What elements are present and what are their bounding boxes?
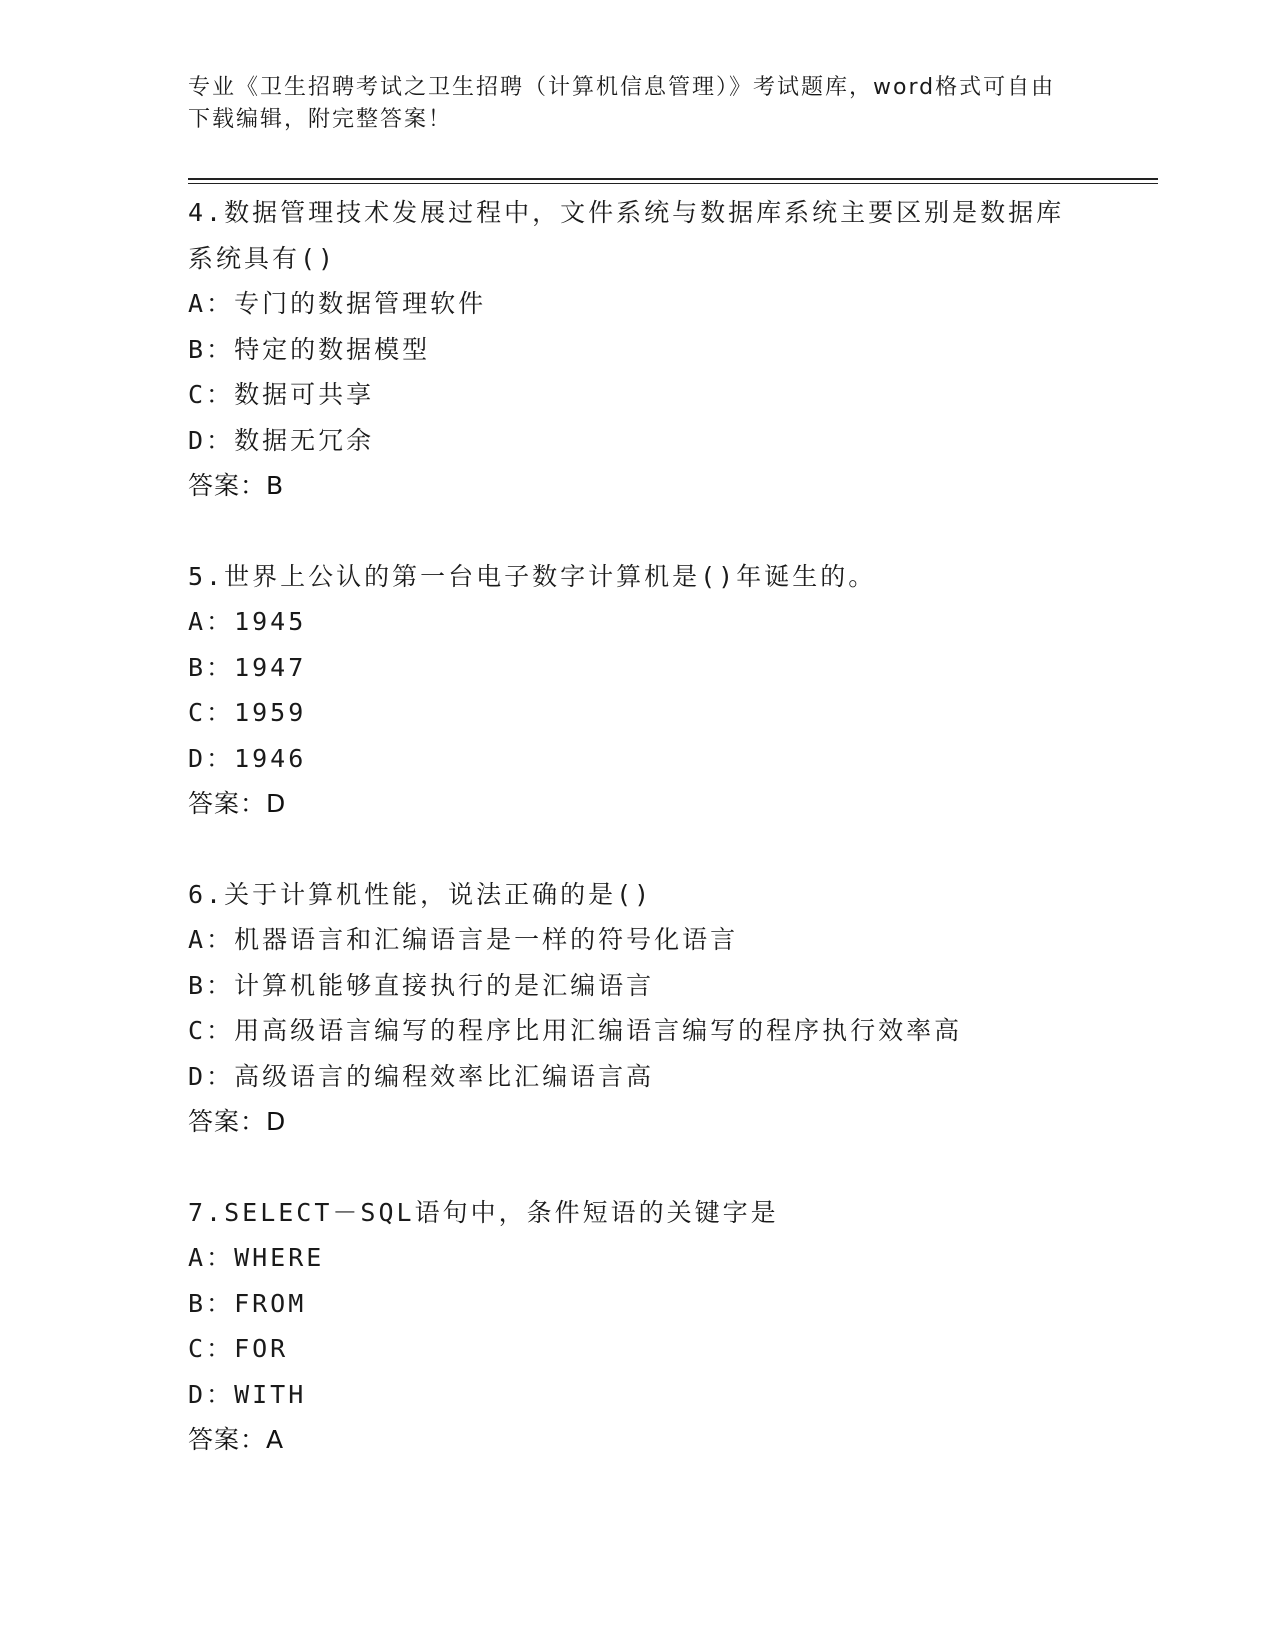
option-key: B： (188, 1288, 235, 1318)
option-key: B： (188, 334, 235, 364)
question-stem: 4.数据管理技术发展过程中，文件系统与数据库系统主要区别是数据库系统具有() (188, 198, 1065, 273)
question-stem: 6.关于计算机性能，说法正确的是() (188, 879, 653, 909)
option-key: C： (188, 1016, 235, 1045)
option-key: B： (188, 970, 235, 1000)
option-a (188, 917, 1088, 963)
answer-line (188, 1417, 1088, 1463)
option-d (188, 736, 1088, 782)
option-text: 1947 (234, 652, 307, 682)
question-list (188, 190, 1088, 1508)
option-b (188, 327, 1088, 373)
option-c (188, 1326, 1088, 1372)
option-text: 1959 (234, 698, 307, 727)
option-text: 数据可共享 (234, 380, 375, 409)
question-4 (188, 190, 1088, 509)
option-text: 专门的数据管理软件 (234, 289, 487, 318)
option-text: FROM (234, 1288, 307, 1318)
option-text: 用高级语言编写的程序比用汇编语言编写的程序执行效率高 (234, 1016, 963, 1045)
option-key: D： (188, 743, 235, 773)
option-b (188, 645, 1088, 691)
answer-label: 答案： (188, 1425, 267, 1454)
option-key: C： (188, 1334, 235, 1363)
option-key: C： (188, 380, 235, 409)
answer-value: B (266, 471, 285, 500)
answer-line (188, 463, 1088, 509)
option-text: 特定的数据模型 (234, 334, 431, 364)
option-text: FOR (234, 1334, 289, 1363)
header-divider-thin (188, 183, 1158, 184)
answer-value: A (266, 1425, 285, 1454)
header-note: 专业《卫生招聘考试之卫生招聘（计算机信息管理）》考试题库，word格式可自由下载编辑，附完整答案！ (188, 75, 1056, 132)
header-divider-thick (188, 178, 1158, 180)
question-stem: 5.世界上公认的第一台电子数字计算机是()年诞生的。 (188, 561, 877, 591)
question-5 (188, 554, 1088, 827)
option-text: 数据无冗余 (234, 425, 375, 455)
option-key: A： (188, 289, 235, 318)
option-d (188, 1372, 1088, 1418)
option-text: 1945 (234, 607, 307, 636)
question-7 (188, 1190, 1088, 1463)
option-c (188, 372, 1088, 418)
option-b (188, 963, 1088, 1009)
option-text: WHERE (234, 1243, 325, 1272)
option-a (188, 281, 1088, 327)
option-key: D： (188, 1379, 235, 1409)
option-text: 计算机能够直接执行的是汇编语言 (234, 970, 655, 1000)
answer-line (188, 1099, 1088, 1145)
option-key: B： (188, 652, 235, 682)
answer-label: 答案： (188, 789, 267, 818)
option-key: D： (188, 425, 235, 455)
answer-line (188, 781, 1088, 827)
option-b (188, 1281, 1088, 1327)
option-text: 高级语言的编程效率比汇编语言高 (234, 1061, 655, 1091)
option-text: 1946 (234, 743, 307, 773)
option-a (188, 599, 1088, 645)
question-6 (188, 872, 1088, 1145)
option-key: C： (188, 698, 235, 727)
option-key: D： (188, 1061, 235, 1091)
option-d (188, 418, 1088, 464)
option-c (188, 1008, 1088, 1054)
answer-value: D (266, 1107, 287, 1136)
option-key: A： (188, 607, 235, 636)
option-key: A： (188, 1243, 235, 1272)
option-text: 机器语言和汇编语言是一样的符号化语言 (234, 925, 739, 954)
answer-label: 答案： (188, 471, 267, 500)
answer-value: D (266, 789, 287, 818)
option-c (188, 690, 1088, 736)
option-a (188, 1235, 1088, 1281)
option-text: WITH (234, 1379, 307, 1409)
option-d (188, 1054, 1088, 1100)
question-stem: 7.SELECT－SQL语句中，条件短语的关键字是 (188, 1197, 779, 1227)
answer-label: 答案： (188, 1107, 267, 1136)
option-key: A： (188, 925, 235, 954)
